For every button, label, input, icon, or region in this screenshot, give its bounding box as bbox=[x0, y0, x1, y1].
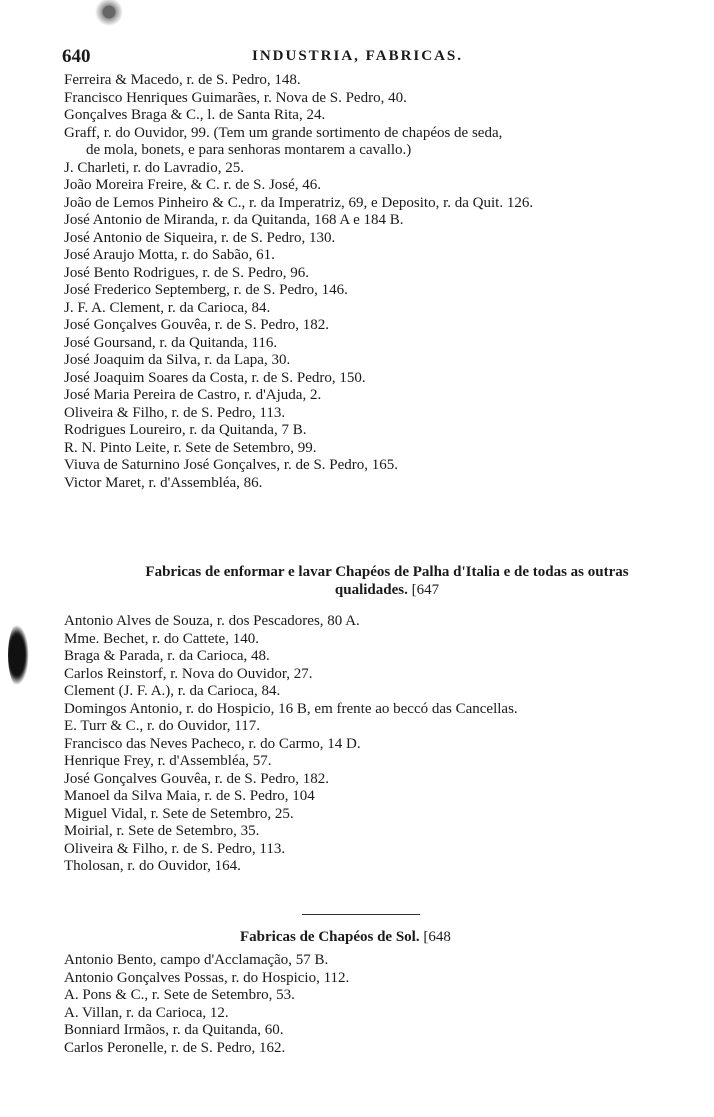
list-item: Gonçalves Braga & C., l. de Santa Rita, 24. bbox=[64, 107, 326, 123]
list-item: Viuva de Saturnino José Gonçalves, r. de S. Pedro, 165. bbox=[64, 457, 399, 473]
ink-blot bbox=[86, 0, 132, 30]
section-divider bbox=[302, 914, 420, 915]
list-item: Antonio Alves de Souza, r. dos Pescadores, 80 A. bbox=[64, 613, 360, 629]
directory-list-parasol-factories bbox=[64, 952, 704, 1057]
list-item: Antonio Bento, campo d'Acclamação, 57 B. bbox=[64, 952, 329, 968]
list-item: Graff, r. do Ouvidor, 99. (Tem um grande sortimento de chapéos de seda, bbox=[64, 124, 503, 141]
section-heading-text: qualidades. bbox=[334, 582, 408, 598]
section-heading-parasols bbox=[240, 928, 540, 946]
list-item: Clement (J. F. A.), r. da Carioca, 84. bbox=[64, 683, 281, 699]
ink-blot bbox=[8, 622, 30, 688]
list-item: José Joaquim da Silva, r. da Lapa, 30. bbox=[64, 352, 291, 368]
list-item: João Moreira Freire, & C. r. de S. José, 46. bbox=[64, 177, 322, 193]
section-heading-text: Fabricas de Chapéos de Sol. bbox=[240, 929, 420, 945]
list-item: José Araujo Motta, r. do Sabão, 61. bbox=[64, 247, 275, 263]
list-item: Domingos Antonio, r. do Hospicio, 16 B, em frente ao beccó das Cancellas. bbox=[64, 700, 518, 717]
list-item: João de Lemos Pinheiro & C., r. da Imperatriz, 69, e Deposito, r. da Quit. 126. bbox=[64, 194, 534, 211]
list-item: Mme. Bechet, r. do Cattete, 140. bbox=[64, 630, 259, 647]
directory-list-hat-makers bbox=[64, 72, 704, 492]
directory-list-straw-hat-factories bbox=[64, 613, 704, 876]
list-item: José Bento Rodrigues, r. de S. Pedro, 96. bbox=[64, 264, 309, 281]
list-item: J. F. A. Clement, r. da Carioca, 84. bbox=[64, 299, 271, 316]
list-item: Henrique Frey, r. d'Assembléa, 57. bbox=[64, 753, 272, 769]
list-item: José Antonio de Miranda, r. da Quitanda, 168 A e 184 B. bbox=[64, 212, 404, 228]
list-item: José Joaquim Soares da Costa, r. de S. Pedro, 150. bbox=[64, 369, 366, 386]
section-heading-line: Fabricas de enformar e lavar Chapéos de Palha d'Italia e de todas as outras bbox=[145, 564, 629, 580]
list-item: E. Turr & C., r. do Ouvidor, 117. bbox=[64, 718, 260, 734]
list-item: José Maria Pereira de Castro, r. d'Ajuda, 2. bbox=[64, 387, 322, 403]
list-item: José Antonio de Siqueira, r. de S. Pedro, 130. bbox=[64, 229, 336, 246]
running-head: INDUSTRIA, FABRICAS. bbox=[252, 48, 463, 64]
list-item: Oliveira & Filho, r. de S. Pedro, 113. bbox=[64, 404, 286, 421]
list-item: Bonniard Irmãos, r. da Quitanda, 60. bbox=[64, 1022, 284, 1038]
section-heading-straw-hats bbox=[72, 563, 702, 599]
list-item: Manoel da Silva Maia, r. de S. Pedro, 104 bbox=[64, 788, 315, 804]
list-item: A. Pons & C., r. Sete de Setembro, 53. bbox=[64, 987, 295, 1003]
list-item: José Gonçalves Gouvêa, r. de S. Pedro, 182. bbox=[64, 770, 329, 787]
list-item: Francisco das Neves Pacheco, r. do Carmo, 14 D. bbox=[64, 735, 361, 752]
list-item: José Gonçalves Gouvêa, r. de S. Pedro, 182. bbox=[64, 317, 329, 333]
list-item: José Goursand, r. da Quitanda, 116. bbox=[64, 334, 278, 351]
list-item: Francisco Henriques Guimarães, r. Nova de S. Pedro, 40. bbox=[64, 89, 407, 106]
page-number: 640 bbox=[62, 46, 91, 67]
list-item: Carlos Reinstorf, r. Nova do Ouvidor, 27. bbox=[64, 665, 313, 682]
list-item: J. Charleti, r. do Lavradio, 25. bbox=[64, 159, 244, 176]
page-header bbox=[62, 46, 702, 68]
section-heading-line bbox=[72, 581, 702, 599]
list-item: Tholosan, r. do Ouvidor, 164. bbox=[64, 858, 241, 874]
list-item: Rodrigues Loureiro, r. da Quitanda, 7 B. bbox=[64, 422, 307, 438]
section-reference-number: [648 bbox=[423, 929, 451, 945]
list-item: Victor Maret, r. d'Assembléa, 86. bbox=[64, 474, 263, 491]
list-item: Ferreira & Macedo, r. de S. Pedro, 148. bbox=[64, 72, 301, 88]
list-item: Miguel Vidal, r. Sete de Setembro, 25. bbox=[64, 805, 294, 822]
list-item-continuation: de mola, bonets, e para senhoras montarem a cavallo.) bbox=[86, 142, 412, 158]
list-item: Antonio Gonçalves Possas, r. do Hospicio, 112. bbox=[64, 969, 350, 986]
section-reference-number: [647 bbox=[411, 582, 440, 598]
list-item: Oliveira & Filho, r. de S. Pedro, 113. bbox=[64, 840, 286, 857]
list-item: Carlos Peronelle, r. de S. Pedro, 162. bbox=[64, 1039, 286, 1056]
list-item: Braga & Parada, r. da Carioca, 48. bbox=[64, 648, 270, 664]
list-item: R. N. Pinto Leite, r. Sete de Setembro, 99. bbox=[64, 439, 317, 456]
list-item: Moirial, r. Sete de Setembro, 35. bbox=[64, 823, 260, 839]
list-item: A. Villan, r. da Carioca, 12. bbox=[64, 1004, 229, 1021]
list-item: José Frederico Septemberg, r. de S. Pedro, 146. bbox=[64, 282, 348, 298]
